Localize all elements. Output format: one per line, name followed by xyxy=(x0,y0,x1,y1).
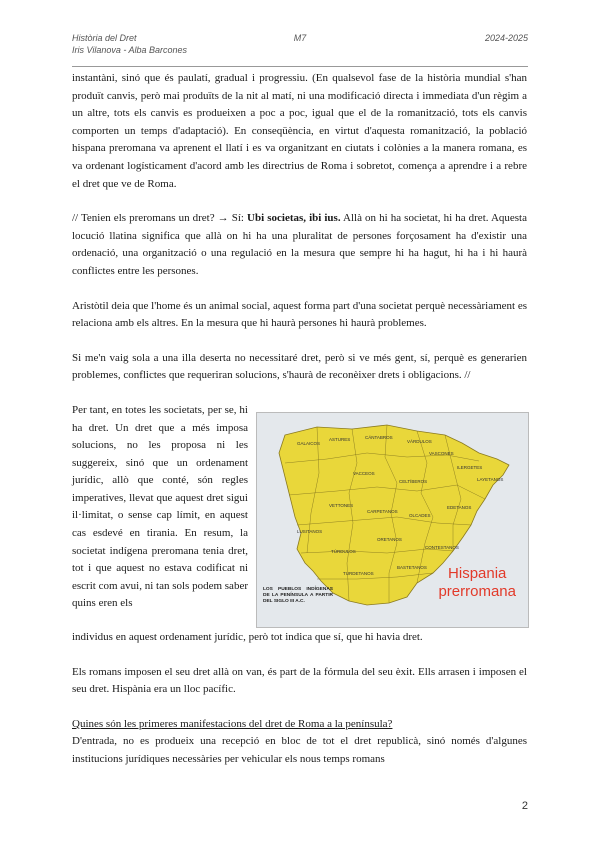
label-galaicos: GALAICOS xyxy=(297,440,321,446)
label-edetanos: EDETANOS xyxy=(447,504,472,510)
paragraph-preroman-law xyxy=(72,210,527,280)
label-celtiberos: CELTÍBEROS xyxy=(399,478,428,484)
label-vardulos: VÁRDULOS xyxy=(407,438,432,444)
header-module: M7 xyxy=(293,33,307,43)
map-title-line1: Hispania xyxy=(448,564,507,582)
header-year: 2024-2025 xyxy=(484,33,528,43)
label-olcades: OLCADES xyxy=(409,512,431,518)
latin-maxim: Ubi societas, ibi ius. xyxy=(247,212,341,225)
text-with-map xyxy=(72,402,527,629)
section-question xyxy=(72,716,527,734)
paragraph-text: Allà on hi ha societat, hi ha dret. Aquesta locució llatina significa que allà on hi ha una pluralitat de persones forçosament ha d'existir una ordenació, una organització o una regulació en la mesura que sempre hi ha hagut, hi ha i hi haurà conflictes entre les persones. xyxy=(72,212,527,277)
label-bastetanos: BASTETANOS xyxy=(397,564,427,570)
paragraph-reception: D'entrada, no es produeix una recepció en bloc de tot el dret republicà, sinó només d'algunes institucions jurídiques necessàries per vehicular els nous temps romans xyxy=(72,735,527,765)
paragraph-island: Si me'n vaig sola a una illa deserta no necessitaré dret, però si ve més gent, sí, perquè es generarien problemes, conflictes que requeriran solucions, s'haurà de reconèixer drets i obligacions. // xyxy=(72,351,527,382)
label-cantabros: CÁNTABROS xyxy=(365,434,393,440)
map-title xyxy=(438,565,516,601)
paragraph-wrapped-continuation: individus en aquest ordenament jurídic, però tot indica que sí, que hi havia dret. xyxy=(72,630,423,643)
label-vacceos: VACCEOS xyxy=(353,470,375,476)
paragraph-wrapped: Per tant, en totes les societats, per se, hi ha dret. Un dret que a més imposa solucions, no les proposa ni les suggereix, sinó que un ordenament jurídic, allò que conté, són regles imperatives, llevat que aquest dret sigui il·limitat, o sense cap límit, en aquest cas esdevé en tirania. En resum, la societat indígena preromana tenia dret, tot i que aquest no estava codificat ni escrit com avui, ni tan sols podem saber quins eren els xyxy=(72,403,248,610)
label-turdetanos: TURDETANOS xyxy=(343,570,374,576)
label-vettones: VETTONES xyxy=(329,502,354,508)
label-ilergetes: ILERGETES xyxy=(457,464,483,470)
label-lusitanos: LUSITANOS xyxy=(297,528,323,534)
paragraph-romans: Els romans imposen el seu dret allà on van, és part de la fórmula del seu èxit. Ells arrasen i imposen el seu dret. Hispània era un lloc pacífic. xyxy=(72,665,527,696)
map-title-line2: prerromana xyxy=(438,582,516,600)
header-course: Història del Dret xyxy=(72,33,137,43)
paragraph-romanization: instantàni, sinó que és paulatí, gradual i progressiu. (En qualsevol fase de la història mundial s'han produït canvis, però mai produïts de la nit al matí, ni una modificació directa i immediata d'un règim a un altre, tots els canvis es produeixen a poc a poc, igual que el de la romanització, tots els canvis comporten un temps d'adaptació). En conseqüència, en virtut d'aquesta romanització, la població hispana preromana va aprenent el llatí i es va organitzant en ciutats i colònies a la manera romana, es va ordenant logísticament d'acord amb les directrius de Roma i sobretot, comença a aprendre i a rebre el dret que ve de Roma. xyxy=(72,72,527,190)
map-figure xyxy=(256,412,529,628)
paragraph-aristotle: Aristòtil deia que l'home és un animal social, aquest forma part d'una societat perquè necessàriament es relaciona amb els altres. En la mesura que hi haurà persones hi haurà problemes. xyxy=(72,299,527,330)
label-contestanos: CONTESTANOS xyxy=(425,544,459,550)
section-question-text: Quines són les primeres manifestacions del dret de Roma a la península? xyxy=(72,717,393,730)
label-carpetanos: CARPETANOS xyxy=(367,508,398,514)
label-oretanos: ORETANOS xyxy=(377,536,402,542)
header-authors: Iris Vilanova - Alba Barcones xyxy=(72,45,188,55)
label-astures: ASTURES xyxy=(329,436,351,442)
page-number: 2 xyxy=(521,800,528,812)
label-turdulos: TÚRDULOS xyxy=(331,548,356,554)
label-vascones: VASCONES xyxy=(429,450,454,456)
header-rule xyxy=(72,66,528,67)
paragraph-text: // Tenien els preromans un dret? → Sí: xyxy=(72,212,248,225)
map-caption: LOS PUEBLOS INDÍGENAS DE LA PENÍNSULA A PARTIR DEL SIGLO III A.C. xyxy=(263,586,333,604)
page-body xyxy=(72,70,527,785)
label-layetanos: LAYETANOS xyxy=(477,476,504,482)
